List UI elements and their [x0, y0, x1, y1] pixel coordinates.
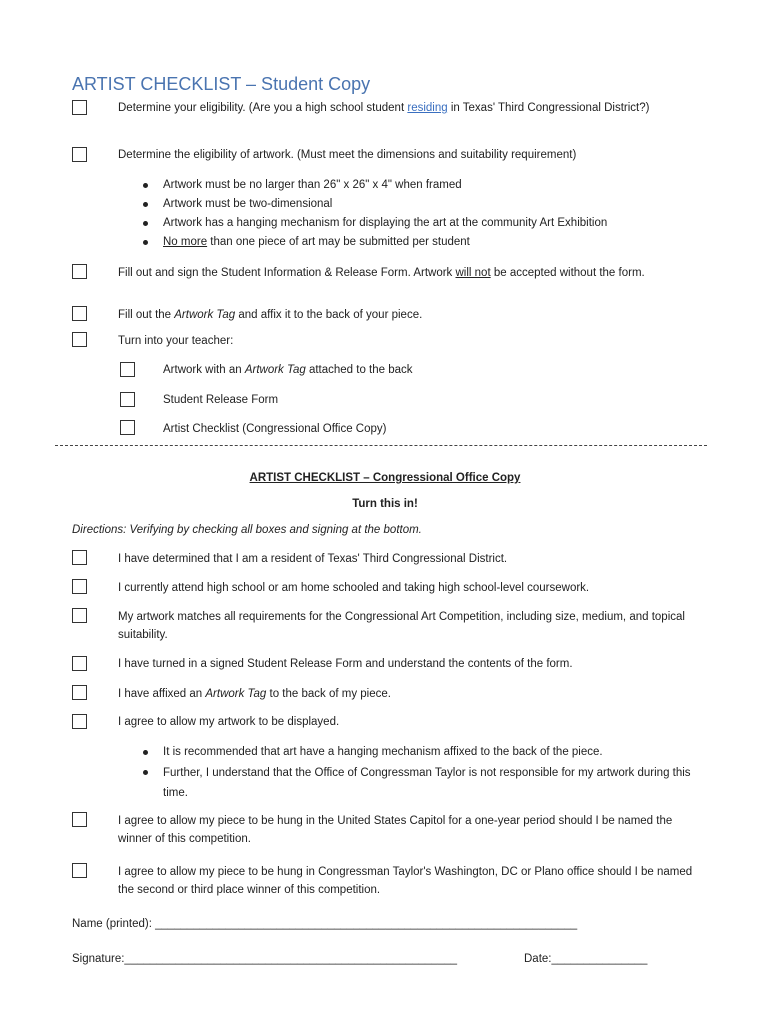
- cut-line-divider: [55, 445, 707, 446]
- bullet-item: It is recommended that art have a hanging mechanism affixed to the back of the piece.: [163, 743, 603, 762]
- sub-checklist-item: Artist Checklist (Congressional Office Copy): [163, 423, 387, 435]
- signed-form-item: I have turned in a signed Student Release Form and understand the contents of the form.: [118, 658, 573, 670]
- resident-checkbox[interactable]: [72, 550, 87, 565]
- bullet-item: Artwork must be no larger than 26" x 26" x 4" when framed: [163, 176, 462, 195]
- sub-artwork-item: Artwork with an Artwork Tag attached to the back: [163, 364, 413, 376]
- bullet-item: No more than one piece of art may be submitted per student: [163, 233, 470, 252]
- turn-in-checkbox[interactable]: [72, 332, 87, 347]
- office-display-checkbox[interactable]: [72, 863, 87, 878]
- affixed-tag-item: I have affixed an Artwork Tag to the back of my piece.: [118, 688, 391, 700]
- bullet-item: Artwork must be two-dimensional: [163, 195, 332, 214]
- capitol-checkbox[interactable]: [72, 812, 87, 827]
- turn-in-item: Turn into your teacher:: [118, 335, 234, 347]
- bullet-item: Artwork has a hanging mechanism for displaying the art at the community Art Exhibition: [163, 214, 607, 233]
- capitol-item: I agree to allow my piece to be hung in the United States Capitol for a one-year period should I be named the winner of this competition.: [118, 815, 673, 845]
- requirements-checkbox[interactable]: [72, 608, 87, 623]
- artwork-eligibility-checkbox[interactable]: [72, 147, 87, 162]
- eligibility-item: Determine your eligibility. (Are you a high school student residing in Texas' Third Congressional District?): [118, 102, 650, 114]
- sub-artwork-checkbox[interactable]: [120, 362, 135, 377]
- display-item: I agree to allow my artwork to be displayed.: [118, 716, 340, 728]
- office-copy-title: ARTIST CHECKLIST – Congressional Office Copy: [249, 472, 521, 484]
- requirements-item: My artwork matches all requirements for the Congressional Art Competition, including size, medium, and topical suitability.: [118, 611, 685, 641]
- bullet-item: Further, I understand that the Office of Congressman Taylor is not responsible for my artwork during this time.: [163, 763, 703, 803]
- sub-release-form-item: Student Release Form: [163, 394, 279, 406]
- name-printed-field[interactable]: Name (printed): __________________________________________________________________: [72, 918, 578, 930]
- sub-release-form-checkbox[interactable]: [120, 392, 135, 407]
- artwork-tag-item: Fill out the Artwork Tag and affix it to the back of your piece.: [118, 309, 423, 321]
- high-school-item: I currently attend high school or am home schooled and taking high school-level coursework.: [118, 582, 590, 594]
- display-checkbox[interactable]: [72, 714, 87, 729]
- artwork-eligibility-item: Determine the eligibility of artwork. (Must meet the dimensions and suitability requirement): [118, 149, 577, 161]
- release-form-checkbox[interactable]: [72, 264, 87, 279]
- high-school-checkbox[interactable]: [72, 579, 87, 594]
- release-form-item: Fill out and sign the Student Information & Release Form. Artwork will not be accepted without the form.: [118, 267, 645, 279]
- sub-checklist-checkbox[interactable]: [120, 420, 135, 435]
- resident-item: I have determined that I am a resident of Texas' Third Congressional District.: [118, 553, 508, 565]
- affixed-tag-checkbox[interactable]: [72, 685, 87, 700]
- residing-link[interactable]: residing: [407, 102, 448, 114]
- student-copy-title: ARTIST CHECKLIST – Student Copy: [72, 74, 371, 94]
- date-field[interactable]: Date:_______________: [524, 953, 648, 965]
- eligibility-checkbox[interactable]: [72, 100, 87, 115]
- office-copy-subtitle: Turn this in!: [352, 498, 418, 510]
- artwork-tag-checkbox[interactable]: [72, 306, 87, 321]
- directions-text: Directions: Verifying by checking all boxes and signing at the bottom.: [72, 524, 422, 536]
- office-copy-title-wrap: [0, 469, 770, 487]
- office-display-item: I agree to allow my piece to be hung in Congressman Taylor's Washington, DC or Plano office should I be named the second or third place winner of this competition.: [118, 866, 693, 896]
- signature-field[interactable]: Signature:____________________________________________________: [72, 953, 458, 965]
- signed-form-checkbox[interactable]: [72, 656, 87, 671]
